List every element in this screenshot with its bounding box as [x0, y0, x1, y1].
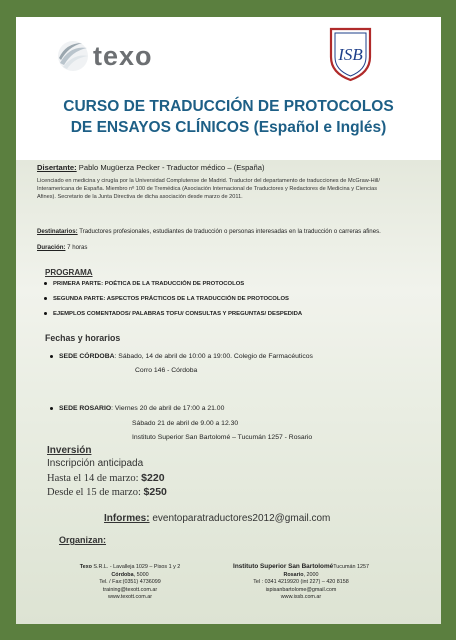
price-early — [47, 472, 165, 484]
isb-name: Instituto Superior San Bartolomé — [233, 563, 334, 570]
programa-title: PROGRAMA — [45, 268, 93, 277]
disertante-line — [37, 163, 265, 172]
texo-postal: , 5000 — [133, 571, 149, 578]
inversion-subtitle: Inscripción anticipada — [47, 458, 144, 469]
disertante-label: Disertante: — [37, 163, 77, 172]
texo-logo — [56, 37, 156, 75]
price-late-label: Desde el 15 de marzo: — [47, 487, 144, 498]
programa-item-3 — [44, 311, 302, 317]
sede-rosario-label: SEDE ROSARIO — [59, 405, 112, 412]
texo-city-line — [60, 572, 200, 580]
shield-icon — [329, 27, 372, 82]
programa-item-text: PRIMERA PARTE: POÉTICA DE LA TRADUCCIÓN DE PROTOCOLOS — [53, 281, 245, 287]
texo-city: Córdoba — [111, 571, 134, 578]
isb-contact-block — [221, 563, 381, 602]
course-title-line-1: CURSO DE TRADUCCIÓN DE PROTOCOLOS — [63, 98, 394, 115]
sede-rosario-line-2: Sábado 21 de abril de 9.00 a 12.30 — [132, 420, 239, 427]
duracion-label: Duración: — [37, 244, 66, 251]
texo-phone: Tel. / Fax:(0351) 4736099 — [99, 579, 161, 585]
fechas-title: Fechas y horarios — [45, 333, 121, 343]
texo-web[interactable]: www.texott.com.ar — [107, 594, 153, 600]
programa-item-1 — [44, 281, 244, 287]
bio-line-2: Interamericana de España. Miembro nº 100 de Tremédica (Asociación Internacional de Traductores y Redactores de Medicina y Ciencias — [37, 186, 378, 192]
texo-address-line — [60, 564, 200, 572]
bullet-icon — [44, 297, 47, 300]
isb-name-line — [221, 563, 381, 572]
destinatarios-label: Destinatarios: — [37, 228, 78, 235]
isb-email[interactable]: ispisanbartolome@gmail.com — [265, 586, 337, 593]
price-late-value: $250 — [143, 486, 167, 498]
destinatarios-line — [37, 228, 381, 235]
sede-cordoba-label: SEDE CÓRDOBA — [59, 353, 115, 360]
isb-phone: Tel : 0341 4219920 (int 227) – 420 8158 — [253, 579, 349, 585]
bullet-icon — [50, 407, 53, 410]
bio-line-1: Licenciado en medicina y cirugía por la Universidad Complutense de Madrid. Traductor del departamento de traducciones de McGraw-Hill/ — [37, 178, 380, 184]
disertante-value: Pablo Mugüerza Pecker - Traductor médico – (España) — [78, 163, 265, 172]
programa-item-text: SEGUNDA PARTE: ASPECTOS PRÁCTICOS DE LA TRADUCCIÓN DE PROTOCOLOS — [53, 296, 289, 302]
price-early-label: Hasta el 14 de marzo: — [47, 473, 142, 484]
inversion-title: Inversión — [47, 445, 92, 456]
isb-seal-logo — [329, 27, 372, 82]
seal-monogram: ISB — [338, 45, 363, 64]
sede-cordoba-schedule: : Sábado, 14 de abril de 10:00 a 19:00. Colegio de Farmacéuticos — [114, 353, 313, 360]
duracion-line — [37, 244, 87, 251]
bullet-icon — [44, 282, 47, 285]
texo-email[interactable]: training@texott.com.ar — [102, 586, 158, 593]
flyer-page — [16, 17, 441, 624]
sede-rosario-line-1 — [50, 404, 224, 414]
isb-city-line — [221, 572, 381, 580]
isb-web[interactable]: www.issb.com.ar — [280, 594, 322, 600]
bullet-icon — [44, 312, 47, 315]
isb-address: Tucumán 1257 — [333, 564, 369, 570]
isb-city: Rosario — [283, 571, 304, 578]
texo-address: S.R.L. - Lavalleja 1029 – Pisos 1 y 2 — [91, 564, 181, 570]
informes-label: Informes: — [104, 513, 150, 524]
informes-line — [104, 513, 330, 524]
destinatarios-value: Traductores profesionales, estudiantes de traducción o personas interesadas en la traducción o carreras afines. — [79, 228, 381, 235]
price-late — [47, 486, 167, 498]
isb-postal: , 2000 — [303, 571, 319, 578]
texo-name: Texo — [79, 564, 92, 570]
sede-cordoba-line-1 — [50, 352, 313, 362]
informes-email[interactable]: eventoparatraductores2012@gmail.com — [152, 513, 331, 524]
bullet-icon — [50, 355, 53, 358]
disertante-bio — [37, 177, 432, 201]
duracion-value: 7 horas — [67, 244, 88, 251]
programa-item-text: EJEMPLOS COMENTADOS/ PALABRAS TOFU/ CONSULTAS Y PREGUNTAS/ DESPEDIDA — [53, 311, 303, 317]
course-title-line-2: DE ENSAYOS CLÍNICOS (Español e Inglés) — [70, 119, 387, 136]
sede-rosario-schedule-1: : Viernes 20 de abril de 17:00 a 21.00 — [111, 405, 225, 412]
texo-swoosh-icon — [56, 39, 90, 73]
texo-wordmark: texo — [93, 41, 153, 71]
organizan-title: Organizan: — [59, 535, 107, 545]
sede-cordoba-line-2: Corro 146 - Córdoba — [135, 367, 198, 374]
bio-line-3: Afines). Secretario de la Junta Directiva de dicha asociación desde marzo de 2011. — [37, 194, 243, 200]
texo-contact-block — [60, 564, 200, 602]
programa-item-2 — [44, 296, 289, 302]
sede-rosario-line-3: Instituto Superior San Bartolomé – Tucumán 1257 - Rosario — [132, 434, 313, 441]
price-early-value: $220 — [141, 472, 165, 484]
